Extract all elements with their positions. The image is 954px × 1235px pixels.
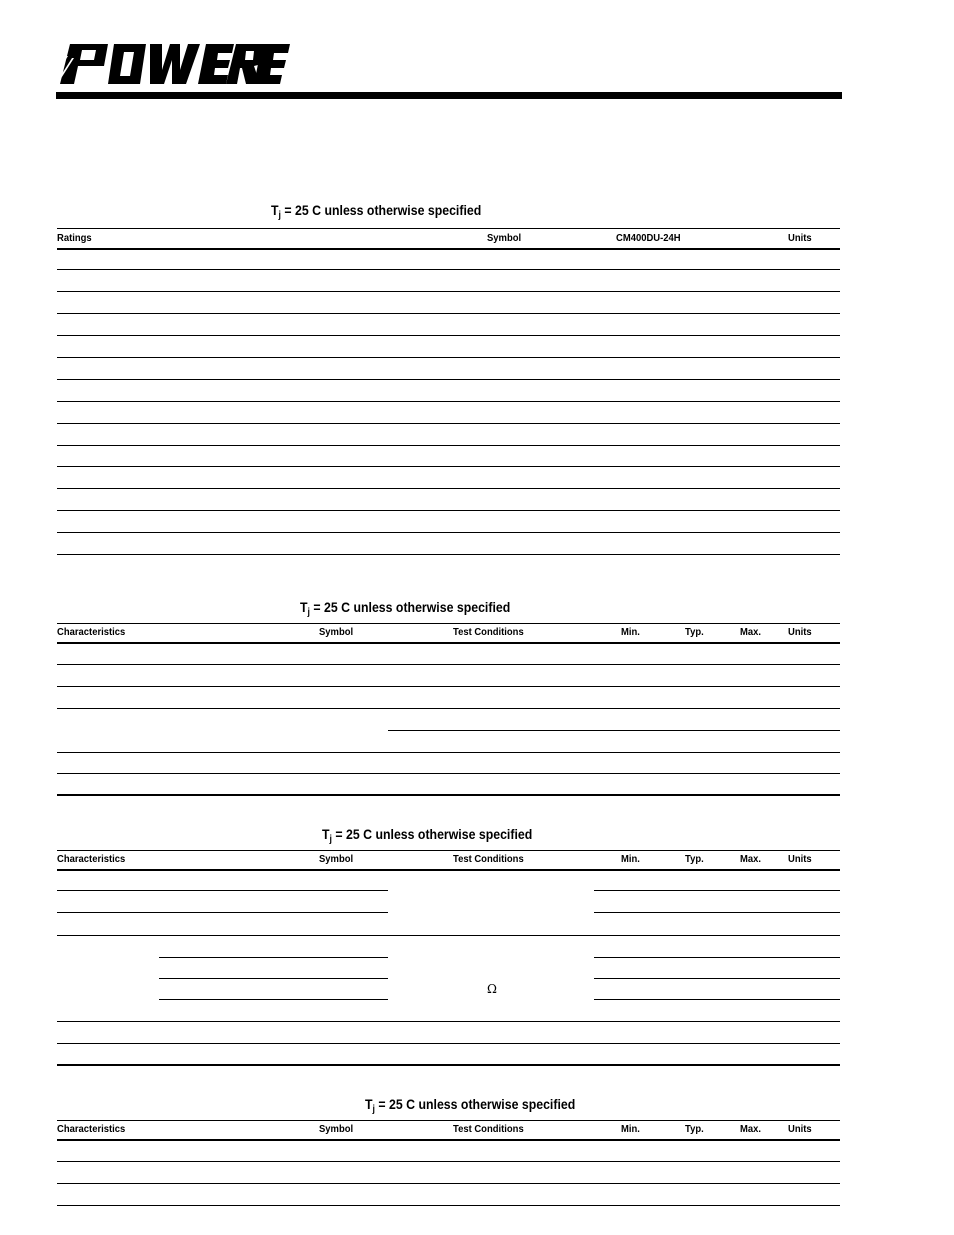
table2-top-rule [57, 623, 840, 624]
table2-header-rule [57, 642, 840, 644]
powerex-logo [56, 42, 292, 86]
table-row [57, 912, 388, 913]
table-subrow [159, 957, 388, 958]
table3-header-typ: Typ. [685, 853, 704, 865]
table4-top-rule [57, 1120, 840, 1121]
table1-header-ratings: Ratings [57, 232, 92, 244]
table-row [57, 379, 840, 380]
table-row [57, 532, 840, 533]
table-subrow [594, 957, 840, 958]
table1-header-symbol: Symbol [487, 232, 522, 244]
table-row [57, 510, 840, 511]
table-row [57, 1205, 840, 1206]
table3-header-test-conditions: Test Conditions [453, 853, 524, 865]
table1-header-rule [57, 248, 840, 250]
table-row [57, 708, 840, 709]
table-row [57, 686, 840, 687]
table-subrow [594, 999, 840, 1000]
table-row [57, 313, 840, 314]
table2-header-typ: Typ. [685, 626, 704, 638]
table-row [57, 1161, 840, 1162]
table4-condition: $T_j = 25$ C unless otherwise specified [365, 1096, 576, 1115]
table2-header-max: Max. [740, 626, 762, 638]
table3-header-units: Units [788, 853, 812, 865]
table4-header-max: Max. [740, 1123, 762, 1135]
table4-header-test-conditions: Test Conditions [453, 1123, 524, 1135]
table3-bottom-rule [57, 1064, 840, 1066]
table4-header-min: Min. [621, 1123, 640, 1135]
table4-header-symbol: Symbol [319, 1123, 354, 1135]
header-rule [56, 92, 842, 99]
table-row [57, 1021, 840, 1022]
table-subrow [159, 978, 388, 979]
table-row [594, 912, 840, 913]
table-row [57, 401, 840, 402]
table4-header-rule [57, 1139, 840, 1141]
table1-header-units: Units [788, 232, 812, 244]
table-row [57, 335, 840, 336]
table4-header-units: Units [788, 1123, 812, 1135]
table-row [57, 752, 840, 753]
table-row [57, 773, 840, 774]
table-subrow [388, 730, 840, 731]
table-row [57, 466, 840, 467]
table-row [57, 445, 840, 446]
table-row [57, 488, 840, 489]
table-subrow [594, 978, 840, 979]
table2-header-min: Min. [621, 626, 640, 638]
table-row [57, 554, 840, 555]
table2-header-symbol: Symbol [319, 626, 354, 638]
table3-header-max: Max. [740, 853, 762, 865]
table2-condition: $T_j = 25$ C unless otherwise specified [300, 599, 511, 618]
table-row [57, 357, 840, 358]
table-row [594, 890, 840, 891]
table3-header-characteristics: Characteristics [57, 853, 126, 865]
table2-header-characteristics: Characteristics [57, 626, 126, 638]
ohm-symbol: Ω [487, 982, 497, 996]
table2-header-test-conditions: Test Conditions [453, 626, 524, 638]
table1-top-rule [57, 228, 840, 229]
table-row [57, 935, 840, 936]
table3-header-symbol: Symbol [319, 853, 354, 865]
table-row [57, 269, 840, 270]
table1-header-part-number: CM400DU-24H [616, 232, 681, 244]
table2-header-units: Units [788, 626, 812, 638]
table3-header-rule [57, 869, 840, 871]
table3-condition: $T_j = 25$ C unless otherwise specified [322, 826, 533, 845]
table-row [57, 291, 840, 292]
table-row [57, 664, 840, 665]
table4-header-characteristics: Characteristics [57, 1123, 126, 1135]
table-subrow [159, 999, 388, 1000]
table-row [57, 890, 388, 891]
table3-top-rule [57, 850, 840, 851]
table2-bottom-rule [57, 794, 840, 796]
table-row [57, 423, 840, 424]
table4-header-typ: Typ. [685, 1123, 704, 1135]
table3-header-min: Min. [621, 853, 640, 865]
table1-condition: $T_j = 25$ C unless otherwise specified [271, 202, 482, 221]
table-row [57, 1043, 840, 1044]
table-row [57, 1183, 840, 1184]
